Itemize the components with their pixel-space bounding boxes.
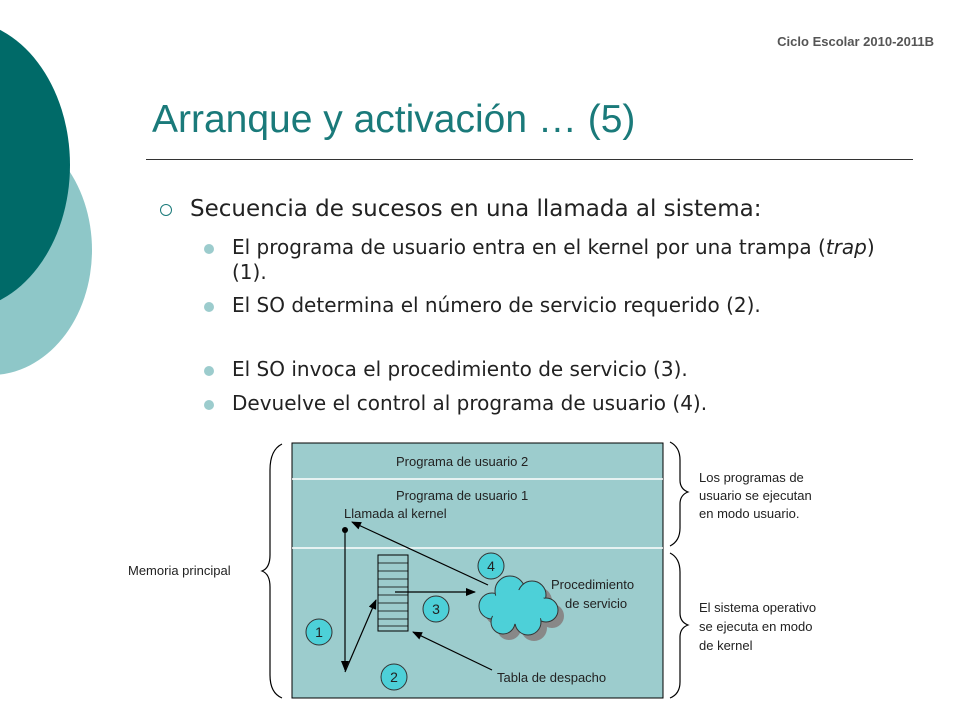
- step-1-badge: [306, 619, 332, 645]
- main-bullet-text: Secuencia de sucesos en una llamada al sistema:: [190, 196, 762, 222]
- memory-label: Memoria principal: [128, 563, 231, 578]
- dispatch-table: [378, 555, 408, 631]
- kernel-mode-note-line: de kernel: [699, 638, 753, 653]
- bullet-item-3: El SO invoca el procedimiento de servicio (3).: [232, 357, 688, 381]
- user-program-1-label: Programa de usuario 1: [396, 488, 529, 503]
- slide-title: Arranque y activación … (5): [152, 98, 636, 141]
- user-mode-note-line: en modo usuario.: [699, 506, 800, 521]
- svg-text:4: 4: [487, 558, 495, 574]
- header-year-label: Ciclo Escolar 2010-2011B: [777, 34, 934, 49]
- user-program-2-label: Programa de usuario 2: [396, 454, 529, 469]
- svg-text:2: 2: [390, 669, 398, 685]
- user-mode-note-line: usuario se ejecutan: [699, 488, 812, 503]
- service-procedure-label-2: de servicio: [565, 596, 628, 611]
- service-procedure-label-1: Procedimiento: [551, 577, 635, 592]
- step-2-badge: [381, 664, 407, 690]
- user-mode-brace: [670, 442, 688, 546]
- memory-box: [292, 443, 663, 698]
- user-mode-note-line: Los programas de: [699, 470, 804, 485]
- kernel-mode-note-line: se ejecuta en modo: [699, 619, 813, 634]
- kernel-mode-note-line: El sistema operativo: [699, 600, 817, 615]
- kernel-call-label: Llamada al kernel: [344, 506, 447, 521]
- bullet-item-1: El programa de usuario entra en el kernel por una trampa (trap) (1).: [232, 235, 875, 284]
- dispatch-table-label: Tabla de despacho: [497, 670, 607, 685]
- bullet-item-2: El SO determina el número de servicio requerido (2).: [232, 293, 761, 317]
- bullet-item-4: Devuelve el control al programa de usuario (4).: [232, 391, 708, 415]
- svg-text:3: 3: [432, 601, 440, 617]
- step-3-badge: [423, 596, 449, 622]
- memory-brace: [262, 444, 282, 698]
- svg-text:1: 1: [315, 624, 323, 640]
- step-4-badge: [478, 553, 504, 579]
- kernel-mode-brace: [670, 553, 688, 698]
